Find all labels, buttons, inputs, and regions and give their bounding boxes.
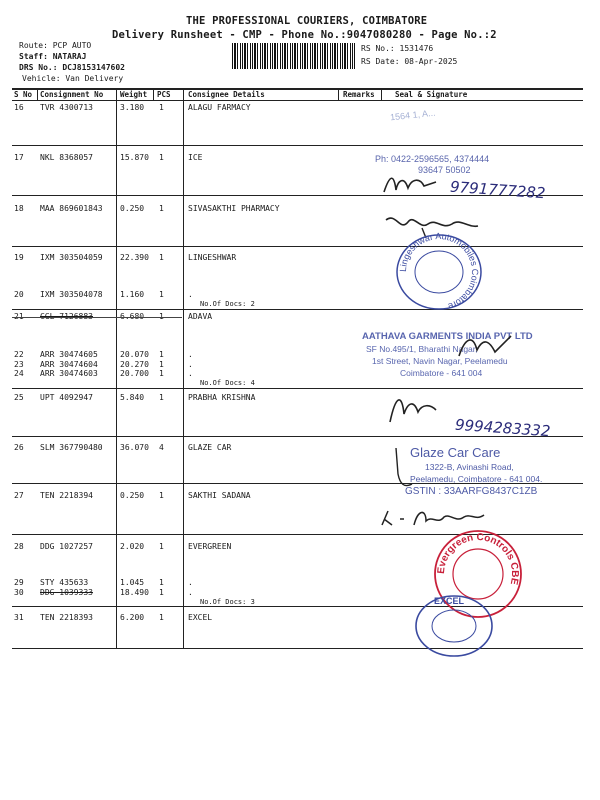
row-pcs: 1: [159, 491, 164, 500]
col-rule: [183, 88, 184, 648]
row-consignee: .: [188, 290, 193, 299]
glaze-stamp-gstin: GSTIN : 33AARFG8437C1ZB: [405, 486, 538, 497]
row-consignment: TEN 2218393: [40, 613, 93, 622]
row-sno: 23: [14, 360, 24, 369]
row-sno: 22: [14, 350, 24, 359]
docs-count: No.Of Docs: 3: [200, 598, 255, 606]
company-title: THE PROFESSIONAL COURIERS, COIMBATORE: [186, 15, 428, 27]
signature-row21: [455, 332, 515, 360]
row-consignee: SAKTHI SADANA: [188, 491, 251, 500]
row-sno: 20: [14, 290, 24, 299]
col-rule: [338, 88, 339, 100]
row-consignment: MAA 869601843: [40, 204, 103, 213]
row-pcs: 1: [159, 204, 164, 213]
col-rule: [116, 88, 117, 100]
row-weight: 3.180: [120, 103, 145, 112]
row-consignee: ADAVA: [188, 312, 213, 321]
row-weight: 20.270: [120, 360, 149, 369]
row-pcs: 1: [159, 253, 164, 262]
row-sno: 28: [14, 542, 24, 551]
barcode: [232, 43, 355, 69]
glaze-stamp-addr2: Peelamedu, Coimbatore - 641 004.: [410, 474, 543, 484]
row-weight: 0.250: [120, 204, 145, 213]
row-sno: 26: [14, 443, 24, 452]
row-consignment: IXM 303504078: [40, 290, 103, 299]
col-header-sno: S No: [14, 90, 33, 99]
row-consignment: NKL 8368057: [40, 153, 93, 162]
col-rule: [116, 100, 117, 648]
col-header-remarks: Remarks: [343, 90, 375, 99]
row-sno: 29: [14, 578, 24, 587]
row-pcs: 1: [159, 103, 164, 112]
row-weight: 20.070: [120, 350, 149, 359]
docs-count: No.Of Docs: 2: [200, 300, 255, 308]
lingeshwar-seal-text: Lingeshwar Automobiles Coimbatore: [397, 232, 481, 312]
row-weight: 0.250: [120, 491, 145, 500]
row-sno: 16: [14, 103, 24, 112]
row-consignee: SIVASAKTHI PHARMACY: [188, 204, 280, 213]
row-pcs: 1: [159, 360, 164, 369]
docs-count: No.Of Docs: 4: [200, 379, 255, 387]
table-header-border: [12, 100, 583, 101]
row-consignee: EXCEL: [188, 613, 213, 622]
row-consignee: ALAGU FARMACY: [188, 103, 251, 112]
handwritten-phone-25: 9994283332: [454, 415, 551, 441]
drs-number: DRS No.: DCJ8153147602: [19, 63, 125, 72]
row-sno: 19: [14, 253, 24, 262]
row-consignment: SLM 367790480: [40, 443, 103, 452]
athava-stamp-addr2: 1st Street, Navin Nagar, Peelamedu: [372, 356, 508, 366]
athava-stamp-name: AATHAVA GARMENTS INDIA PVT LTD: [362, 331, 533, 342]
row-divider: [12, 145, 583, 146]
row-consignment: STY 435633: [40, 578, 89, 587]
strike-line: [12, 317, 182, 318]
row-divider: [12, 388, 583, 389]
row-pcs: 1: [159, 613, 164, 622]
row-consignment: TEN 2218394: [40, 491, 93, 500]
row-consignee: .: [188, 360, 193, 369]
row-sno: 25: [14, 393, 24, 402]
glaze-stamp-addr1: 1322-B, Avinashi Road,: [425, 462, 514, 472]
handwritten-phone-17: 9791777282: [449, 177, 546, 203]
row-consignee: .: [188, 369, 193, 378]
staff-label: Staff: NATARAJ: [19, 52, 87, 61]
signature-row25: [384, 392, 444, 428]
excel-seal: [412, 592, 496, 660]
alagu-stamp-line: 1564 1, A...: [389, 107, 436, 123]
col-header-weight: Weight: [120, 90, 148, 99]
row-consignee: PRABHA KRISHNA: [188, 393, 256, 402]
row-sno: 24: [14, 369, 24, 378]
row-weight: 2.020: [120, 542, 145, 551]
row-divider: [12, 246, 583, 247]
row-pcs: 1: [159, 542, 164, 551]
signature-row26: [392, 444, 416, 492]
row-weight: 36.070: [120, 443, 149, 452]
row-sno: 27: [14, 491, 24, 500]
athava-stamp-city: Coimbatore - 641 004: [400, 368, 483, 378]
rs-number: RS No.: 1531476: [361, 44, 434, 53]
row-consignment: TVR 4300713: [40, 103, 93, 112]
row-consignee: .: [188, 588, 193, 597]
athava-stamp-addr1: SF No.495/1, Bharathi Nagar,: [366, 344, 478, 354]
col-header-consignment: Consignment No: [40, 90, 104, 99]
row-weight: 22.390: [120, 253, 149, 262]
row-consignee: EVERGREEN: [188, 542, 232, 551]
row-consignee: .: [188, 350, 193, 359]
row-pcs: 1: [159, 369, 164, 378]
evergreen-seal-text: Evergreen Controls CBE: [435, 531, 521, 586]
row-consignment: ARR 30474604: [40, 360, 98, 369]
row-pcs: 1: [159, 290, 164, 299]
col-header-pcs: PCS: [157, 90, 171, 99]
glaze-stamp-name: Glaze Car Care: [410, 445, 501, 460]
row-consignment: ARR 30474603: [40, 369, 98, 378]
table-bottom-border: [12, 648, 583, 649]
row-pcs: 1: [159, 393, 164, 402]
row-consignee: ICE: [188, 153, 203, 162]
col-rule: [381, 88, 382, 100]
row-sno: 30: [14, 588, 24, 597]
runsheet-title: Delivery Runsheet - CMP - Phone No.:9047080280 - Page No.:2: [112, 29, 497, 41]
row-pcs: 1: [159, 153, 164, 162]
row-weight: 20.700: [120, 369, 149, 378]
row-consignment: DDG 1039333: [40, 588, 93, 597]
row-consignee: LINGESHWAR: [188, 253, 237, 262]
signature-row17: [380, 170, 440, 198]
alagu-stamp-mobile: 93647 50502: [418, 165, 471, 175]
alagu-stamp-phone: Ph: 0422-2596565, 4374444: [375, 154, 490, 164]
row-sno: 18: [14, 204, 24, 213]
row-pcs: 1: [159, 588, 164, 597]
vehicle-label: Vehicle: Van Delivery: [22, 74, 124, 83]
lingeshwar-seal: [384, 232, 494, 312]
row-pcs: 1: [159, 350, 164, 359]
row-weight: 5.840: [120, 393, 145, 402]
excel-seal-text: EXCEL: [434, 596, 465, 606]
row-consignment: IXM 303504059: [40, 253, 103, 262]
row-sno: 31: [14, 613, 24, 622]
col-rule: [37, 88, 38, 100]
row-weight: 18.490: [120, 588, 149, 597]
col-rule: [153, 88, 154, 100]
row-weight: 1.160: [120, 290, 145, 299]
rs-date: RS Date: 08-Apr-2025: [361, 57, 458, 66]
col-header-consignee: Consignee Details: [188, 90, 265, 99]
route-label: Route: PCP AUTO: [19, 41, 92, 50]
row-divider: [12, 309, 583, 310]
row-consignment: ARR 30474605: [40, 350, 98, 359]
row-weight: 6.200: [120, 613, 145, 622]
row-consignee: .: [188, 578, 193, 587]
row-consignee: GLAZE CAR: [188, 443, 232, 452]
row-consignment: UPT 4092947: [40, 393, 93, 402]
col-header-seal: Seal & Signature: [395, 90, 468, 99]
row-sno: 17: [14, 153, 24, 162]
row-pcs: 1: [159, 578, 164, 587]
row-weight: 1.045: [120, 578, 145, 587]
row-consignment: DDG 1027257: [40, 542, 93, 551]
row-weight: 15.870: [120, 153, 149, 162]
row-pcs: 4: [159, 443, 164, 452]
